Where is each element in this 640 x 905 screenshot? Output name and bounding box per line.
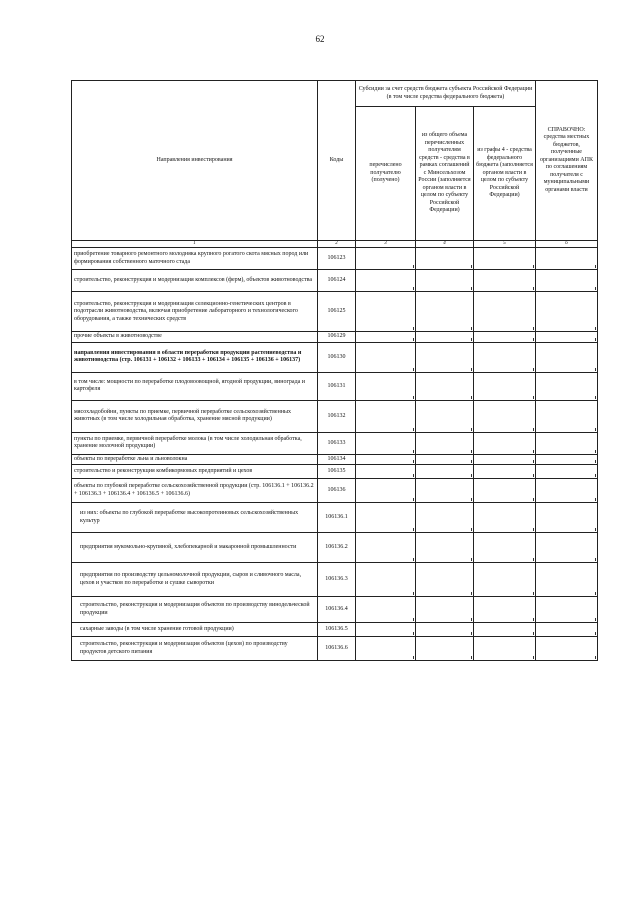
column-number: 5 [474,241,536,248]
value-cell [356,342,416,372]
value-cell [356,332,416,343]
row-code: 106123 [318,248,356,270]
header-codes: Коды [318,81,356,241]
row-direction: пункты по приемке, первичной переработке молока (в том числе холодильная обработка, хранение молочной продукции) [72,432,318,454]
value-cell [474,372,536,400]
table-row [72,637,598,661]
value-cell [416,332,474,343]
row-code: 106134 [318,454,356,465]
table-row [72,465,598,479]
row-code: 106131 [318,372,356,400]
row-code: 106136.1 [318,503,356,533]
value-cell [536,465,598,479]
page-number: 62 [315,34,325,44]
value-cell [474,479,536,503]
value-cell [536,292,598,332]
value-cell [536,479,598,503]
value-cell [416,563,474,597]
row-code: 106133 [318,432,356,454]
value-cell [474,432,536,454]
value-cell [474,332,536,343]
value-cell [536,533,598,563]
table-row [72,332,598,343]
value-cell [356,432,416,454]
column-number: 4 [416,241,474,248]
value-cell [474,503,536,533]
row-code: 106136.3 [318,563,356,597]
header-col4: из общего объема перечисленных получателям средств - средства в рамках соглашений с Минсельхозом России (заполняется органом власти в целом по субъекту Российской Федерации) [416,107,474,241]
value-cell [536,332,598,343]
value-cell [416,342,474,372]
table-row [72,342,598,372]
table-row [72,479,598,503]
table-row [72,432,598,454]
header-subsidies: Субсидии за счет средств бюджета субъекта Российской Федерации (в том числе средства федерального бюджета) [356,81,536,107]
value-cell [416,637,474,661]
value-cell [416,292,474,332]
value-cell [356,503,416,533]
row-direction: строительство и реконструкция комбикормовых предприятий и цехов [72,465,318,479]
value-cell [536,454,598,465]
value-cell [474,454,536,465]
value-cell [536,248,598,270]
row-direction: объекты по глубокой переработке сельскохозяйственной продукции (стр. 106136.1 + 106136.2 + 106136.3 + 106136.4 + 106136.5 + 106136.6) [72,479,318,503]
value-cell [416,623,474,637]
row-direction: из них: объекты по глубокой переработке высокопротеиновых сельскохозяйственных культур [72,503,318,533]
value-cell [416,597,474,623]
value-cell [474,533,536,563]
column-number: 3 [356,241,416,248]
row-direction: предприятия по производству цельномолочной продукции, сыров и сливочного масла, цехов и участков по переработке и сушке сыворотки [72,563,318,597]
investment-table [71,80,598,661]
value-cell [356,637,416,661]
table-row [72,563,598,597]
value-cell [416,465,474,479]
row-direction: объекты по переработке льна и льноволокна [72,454,318,465]
table-row [72,597,598,623]
value-cell [474,637,536,661]
table-row [72,292,598,332]
value-cell [416,270,474,292]
value-cell [356,563,416,597]
value-cell [356,465,416,479]
row-direction: приобретение товарного ремонтного молодняка крупного рогатого скота мясных пород или формирования собственного маточного стада [72,248,318,270]
value-cell [474,465,536,479]
table-row [72,400,598,432]
value-cell [536,270,598,292]
row-direction: направления инвестирования в области переработки продукции растениеводства и животноводства (стр. 106131 + 106132 + 106133 + 106134 + 106135 + 106136 + 106137) [72,342,318,372]
value-cell [356,248,416,270]
value-cell [356,454,416,465]
value-cell [356,533,416,563]
row-code: 106136 [318,479,356,503]
row-direction: строительство, реконструкция и модернизация комплексов (ферм), объектов животноводства [72,270,318,292]
value-cell [474,248,536,270]
row-code: 106136.4 [318,597,356,623]
row-code: 106136.2 [318,533,356,563]
table-row [72,623,598,637]
table-row [72,533,598,563]
value-cell [536,372,598,400]
value-cell [536,563,598,597]
row-code: 106129 [318,332,356,343]
value-cell [536,637,598,661]
value-cell [416,432,474,454]
row-direction: мясохладобойни, пункты по приемке, первичной переработке сельскохозяйственных животных (в том числе холодильная обработка, хранение мясной продукции) [72,400,318,432]
table-row [72,248,598,270]
row-direction: строительство, реконструкция и модернизация объектов по производству винодельческой продукции [72,597,318,623]
row-code: 106130 [318,342,356,372]
value-cell [536,400,598,432]
value-cell [416,372,474,400]
header-col5: из графы 4 - средства федерального бюджета (заполняется органом власти в целом по субъекту Российской Федерации) [474,107,536,241]
header-direction: Направления инвестирования [72,81,318,241]
value-cell [416,503,474,533]
value-cell [474,270,536,292]
value-cell [356,270,416,292]
value-cell [474,400,536,432]
header-col6: СПРАВОЧНО: средства местных бюджетов, полученные организациями АПК по соглашениям получателя с муниципальными органами власти [536,81,598,241]
value-cell [536,503,598,533]
value-cell [474,342,536,372]
value-cell [356,292,416,332]
value-cell [474,597,536,623]
row-direction: в том числе: мощности по переработке плодовоовощной, ягодной продукции, винограда и картофеля [72,372,318,400]
value-cell [356,479,416,503]
value-cell [416,454,474,465]
value-cell [356,400,416,432]
row-direction: прочие объекты в животноводстве [72,332,318,343]
table-row [72,270,598,292]
column-number: 6 [536,241,598,248]
value-cell [356,597,416,623]
value-cell [536,342,598,372]
table-row [72,503,598,533]
row-code: 106135 [318,465,356,479]
table-row [72,372,598,400]
value-cell [356,372,416,400]
value-cell [416,479,474,503]
column-numbers-row [72,241,598,248]
value-cell [536,432,598,454]
column-number: 1 [72,241,318,248]
row-direction: строительство, реконструкция и модернизация объектов (цехов) по производству продуктов детского питания [72,637,318,661]
value-cell [416,400,474,432]
value-cell [474,292,536,332]
header-col3: перечислено получателю (получено) [356,107,416,241]
row-direction: сахарные заводы (в том числе хранение готовой продукции) [72,623,318,637]
row-code: 106136.6 [318,637,356,661]
row-direction: предприятия мукомольно-крупяной, хлебопекарной и макаронной промышленности [72,533,318,563]
value-cell [416,533,474,563]
value-cell [536,597,598,623]
row-code: 106124 [318,270,356,292]
row-code: 106136.5 [318,623,356,637]
value-cell [416,248,474,270]
row-direction: строительство, реконструкция и модернизация селекционно-генетических центров в подотрасли животноводства, включая приобретение лабораторного и технологического оборудования, а также технических средств [72,292,318,332]
value-cell [474,623,536,637]
row-code: 106125 [318,292,356,332]
value-cell [356,623,416,637]
column-number: 2 [318,241,356,248]
value-cell [536,623,598,637]
value-cell [474,563,536,597]
row-code: 106132 [318,400,356,432]
table-row [72,454,598,465]
